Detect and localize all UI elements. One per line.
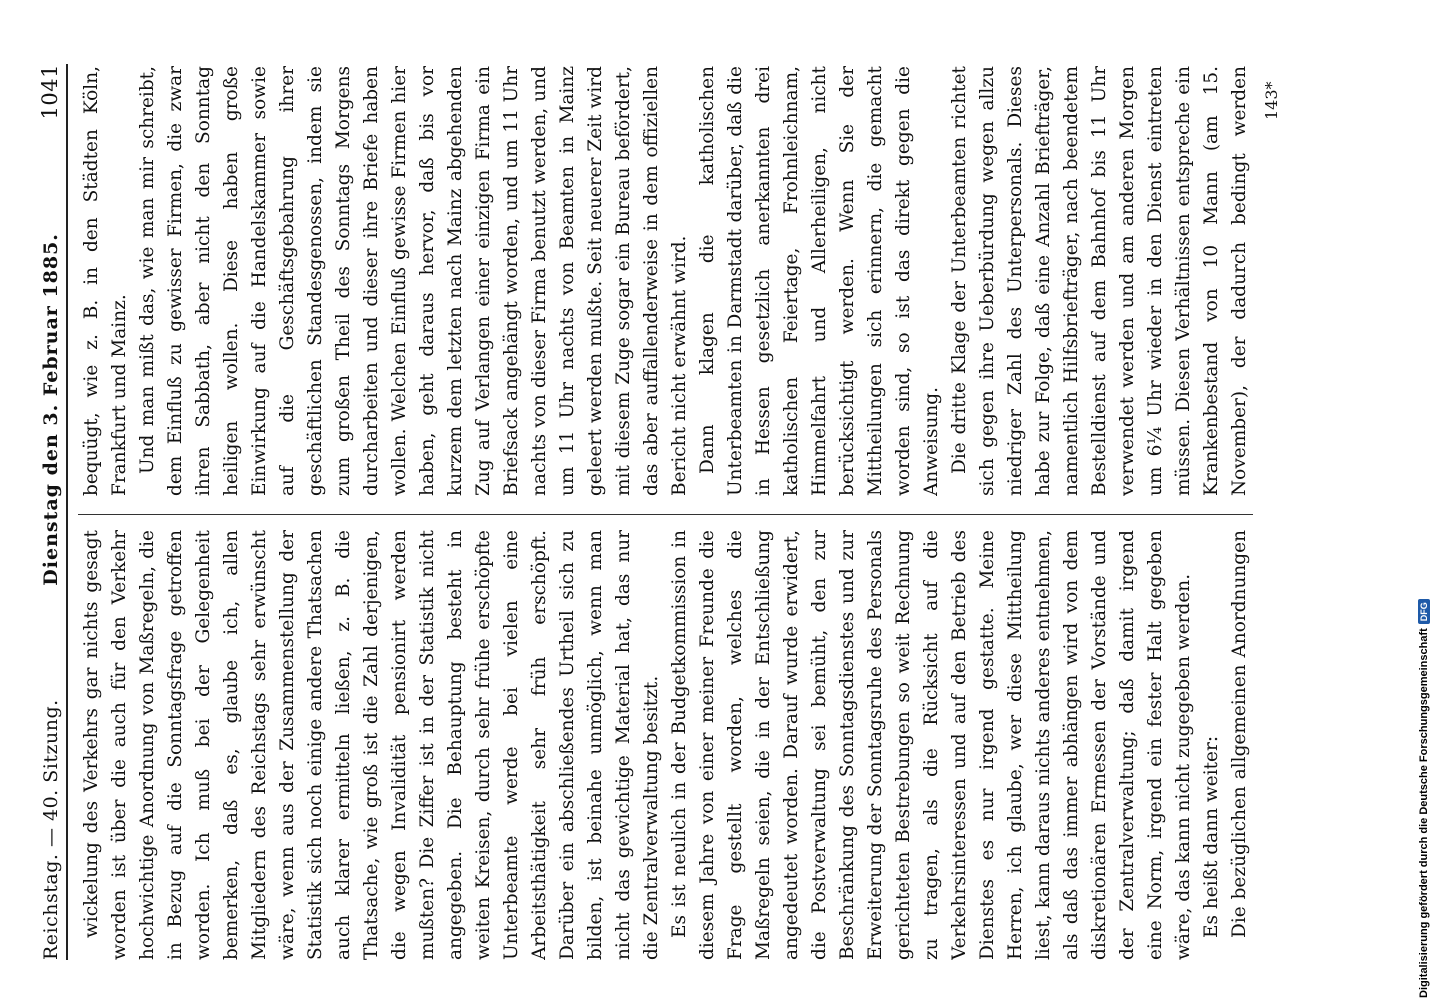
credit-text: Digitalisierung gefördert durch die Deutsche Forschungsgemeinschaft (1418, 628, 1430, 998)
paragraph: bequügt, wie z. B. in den Städten Köln, Frankfurt und Mainz. (81, 66, 130, 496)
paragraph: wickelung des Verkehrs gar nichts gesagt worden ist über die auch für den Verkehr hochwichtige Anordnung von Maßregeln, die in Bezug auf die Sonntagsfrage getroffen worden. Ich muß bei der Gelegenheit bemerken, daß es, glaube ich, allen Mitgliedern des Reichstags sehr erwünscht wäre, wenn aus der Zusammenstellung der Statistik sich noch einige andere Thatsachen auch klarer ermitteln ließen, z. B. die Thatsache, wie groß ist die Zahl derjenigen, die wegen Invalidität pensionirt werden mußten? Die Ziffer ist in der Statistik nicht angegeben. Die Behauptung besteht in weiten Kreisen, durch sehr frühe erschöpfte Unterbeamte werde bei vielen eine Arbeitsthätigkeit sehr früh erschöpft. Darüber ein abschließendes Urtheil sich zu bilden, ist beinahe unmöglich, wenn man nicht das gewichtige Material hat, das nur die Zentralverwaltung besitzt. (81, 530, 662, 960)
header-rule (66, 64, 68, 960)
text-column-right (78, 66, 1253, 496)
paragraph: Es ist neulich in der Budgetkommission in diesem Jahre von einer meiner Freunde die Frage gestellt worden, welches die Maßregeln seien, die in der Entschließung angedeutet worden. Darauf wurde erwidert, die Postverwaltung sei bemüht, den zur Beschränkung des Sonntagsdienstes und zur Erweiterung der Sonntagsruhe des Personals gerichteten Bestrebungen so weit Rechnung zu tragen, als die Rücksicht auf die Verkehrsinteressen und auf den Betrieb des Dienstes es nur irgend gestatte. Meine Herren, ich glaube, wer diese Mittheilung liest, kann daraus nichts anderes entnehmen, als daß das immer abhängen wird von dem diskretionären Ermessen der Vorstände und der Zentralverwaltung; daß damit irgend eine Norm, irgend ein fester Halt gegeben wäre, das kann nicht zugegeben werden. (669, 530, 1194, 960)
dfg-logo: DFG (1418, 599, 1430, 624)
column-divider (78, 514, 1253, 515)
paragraph: Die dritte Klage der Unterbeamten richtet sich gegen ihre Ueberbürdung wegen allzu niedriger Zahl des Unterpersonals. Dieses habe zur Folge, daß eine Anzahl Briefträger, namentlich Hilfsbriefträger, nach beendetem Bestelldienst auf dem Bahnhof bis 11 Uhr verwendet werden und am anderen Morgen um 6¼ Uhr wieder in den Dienst eintreten müssen. Diesen Verhältnissen entspreche ein Krankenbestand von 10 Mann (am 15. November), der dadurch bedingt werden (949, 66, 1250, 496)
paragraph: Dann klagen die katholischen Unterbeamten in Darmstadt darüber, daß die in Hessen gesetzlich anerkannten drei katholischen Feiertage, Frohnleichnam, Himmelfahrt und Allerheiligen, nicht berücksichtigt werden. Wenn Sie der Mittheilungen sich erinnern, die gemacht worden sind, so ist das direkt gegen die Anweisung. (697, 66, 942, 496)
header-left: Reichstag. — 40. Sitzung. (40, 699, 62, 960)
signature-mark: 143* (1262, 81, 1281, 120)
paragraph: Und man mißt das, wie man mir schreibt, dem Einfluß zu gewisser Firmen, die zwar ihren Sabbath, aber nicht den Sonntag heiligen wollen. Diese haben große Einwirkung auf die Handelskammer sowie auf die Geschäftsgebahrung ihrer geschäftlichen Standesgenossen, indem sie zum großen Theil des Sonntags Morgens durcharbeiten und dieser ihre Briefe haben wollen. Welchen Einfluß gewisse Firmen hier haben, geht daraus hervor, daß bis vor kurzem dem letzten nach Mainz abgehenden Zug auf Verlangen einer einzigen Firma ein Briefsack angehängt worden, und um 11 Uhr nachts von dieser Firma benutzt werden, und um 11 Uhr nachts von Beamten in Mainz geleert werden mußte. Seit neuerer Zeit wird mit diesem Zuge sogar ein Bureau befördert, das aber auffallenderweise in dem offiziellen Bericht nicht erwähnt wird. (137, 66, 690, 496)
paragraph: Die bezüglichen allgemeinen Anordnungen (1229, 530, 1250, 938)
paragraph: Es heißt dann weiter: (1201, 735, 1222, 938)
text-column-left (78, 530, 1253, 960)
header-date: Dienstag den 3. Februar 1885. (40, 233, 62, 586)
running-header (22, 64, 62, 960)
digitization-credit (1418, 599, 1430, 998)
page-number: 1041 (38, 64, 62, 120)
